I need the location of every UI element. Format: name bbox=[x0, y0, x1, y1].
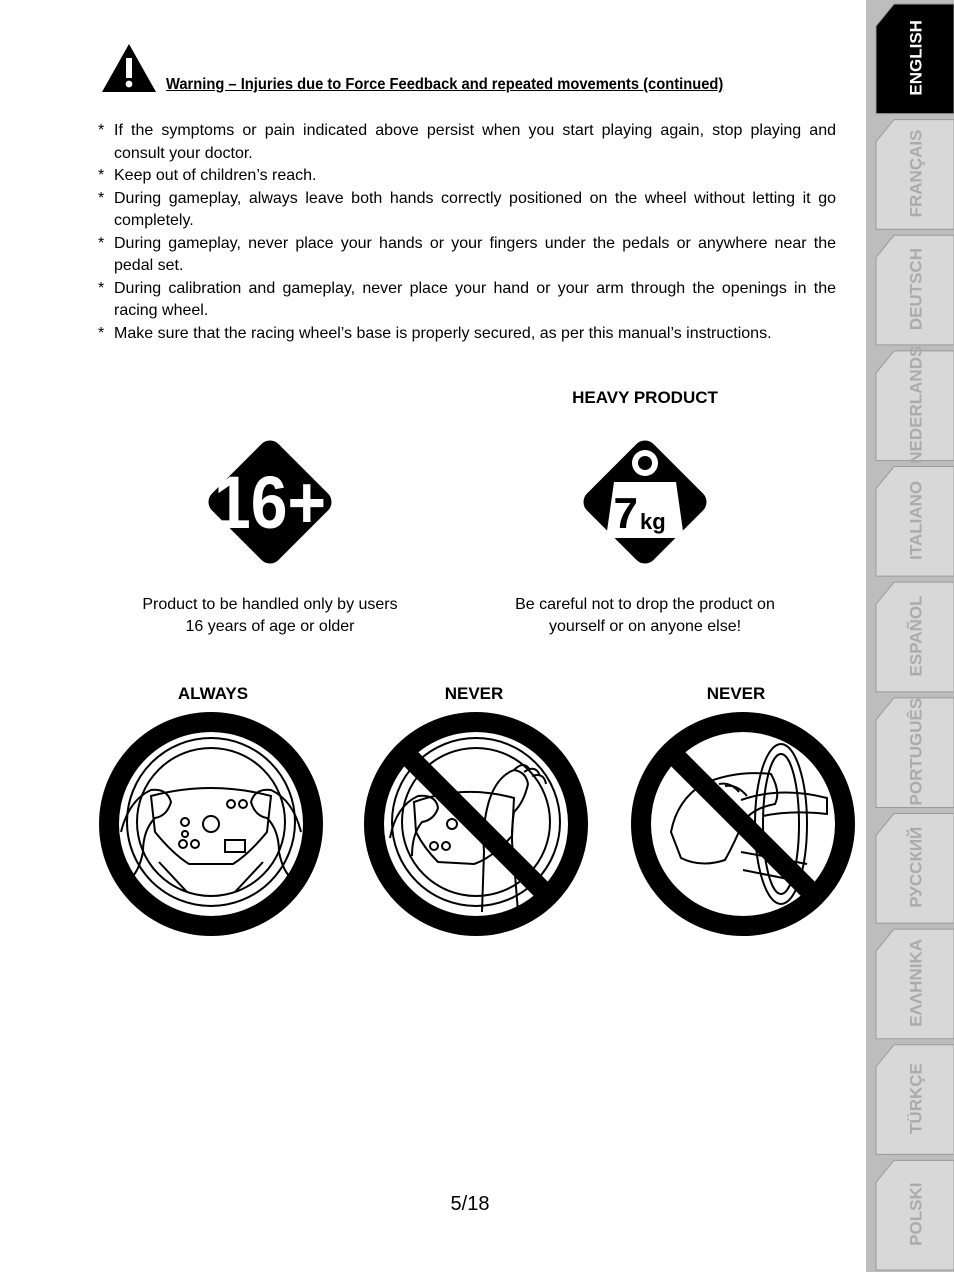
weight-unit: kg bbox=[640, 509, 666, 534]
language-tab-label: NEDERLANDS bbox=[906, 345, 926, 464]
language-tab-8[interactable] bbox=[876, 813, 954, 923]
bullet-item: * During gameplay, never place your hands or your fingers under the pedals or anywhere near the pedal set. bbox=[98, 233, 836, 278]
language-tab-label: РУССКИЙ bbox=[906, 826, 926, 908]
language-tab-9[interactable] bbox=[876, 929, 954, 1039]
language-tab-label: POLSKI bbox=[906, 1182, 926, 1246]
heavy-weight-icon bbox=[568, 425, 722, 579]
bullet-item: * During gameplay, always leave both hands correctly positioned on the wheel without letting it go completely. bbox=[98, 188, 836, 233]
warning-triangle-icon bbox=[100, 42, 158, 94]
no-hand-in-wheel-icon bbox=[364, 712, 588, 936]
language-tab-11[interactable] bbox=[876, 1160, 954, 1270]
age-caption bbox=[110, 594, 430, 638]
never-label: NEVER bbox=[706, 684, 766, 703]
language-tab-1[interactable] bbox=[876, 4, 954, 114]
language-tab-7[interactable] bbox=[876, 698, 954, 808]
language-tab-6[interactable] bbox=[876, 582, 954, 692]
heavy-caption bbox=[485, 594, 805, 638]
heavy-caption-line: Be careful not to drop the product on bbox=[515, 596, 775, 613]
bullet-item: * Make sure that the racing wheel’s base is properly secured, as per this manual’s instructions. bbox=[98, 323, 836, 346]
weight-value: 7 bbox=[613, 489, 638, 538]
language-tab-5[interactable] bbox=[876, 467, 954, 577]
page-number: 5/18 bbox=[450, 1193, 490, 1215]
bullet-item: * If the symptoms or pain indicated above persist when you start playing again, stop playing and consult your doctor. bbox=[98, 120, 836, 165]
language-tab-label: PORTUGUÊS bbox=[906, 697, 926, 806]
language-tab-3[interactable] bbox=[876, 235, 954, 345]
language-tab-2[interactable] bbox=[876, 120, 954, 230]
never-label: NEVER bbox=[444, 684, 504, 703]
age-caption-line: Product to be handled only by users bbox=[142, 596, 398, 613]
language-tab-label: TÜRKÇE bbox=[906, 1063, 926, 1134]
bullet-item: * During calibration and gameplay, never place your hand or your arm through the openings in the racing wheel. bbox=[98, 278, 836, 323]
language-tab-label: ENGLISH bbox=[906, 20, 926, 96]
always-label: ALWAYS bbox=[177, 684, 249, 703]
age-16-plus-icon bbox=[193, 425, 347, 579]
language-tab-label: DEUTSCH bbox=[906, 248, 926, 331]
heavy-caption-line: yourself or on anyone else! bbox=[548, 618, 742, 635]
age-badge-text: 16+ bbox=[214, 461, 326, 544]
hands-on-wheel-icon bbox=[99, 712, 323, 936]
language-tab-label: FRANÇAIS bbox=[906, 129, 926, 218]
bullet-item: * Keep out of children’s reach. bbox=[98, 165, 836, 188]
age-caption-line: 16 years of age or older bbox=[185, 618, 355, 635]
language-tab-label: ΕΛΛΗΝΙΚΑ bbox=[906, 938, 926, 1027]
language-tab-strip bbox=[866, 0, 954, 1272]
safety-bullet-list bbox=[98, 120, 836, 345]
language-tab-label: ESPAÑOL bbox=[906, 595, 926, 677]
no-arm-through-wheel-icon bbox=[631, 712, 855, 936]
language-tab-4[interactable] bbox=[876, 346, 954, 464]
warning-title: Warning – Injuries due to Force Feedback and repeated movements (continued) bbox=[166, 76, 724, 93]
language-tab-label: ITALIANO bbox=[906, 480, 926, 560]
language-tab-10[interactable] bbox=[876, 1045, 954, 1155]
heavy-product-title: HEAVY PRODUCT bbox=[572, 388, 718, 407]
